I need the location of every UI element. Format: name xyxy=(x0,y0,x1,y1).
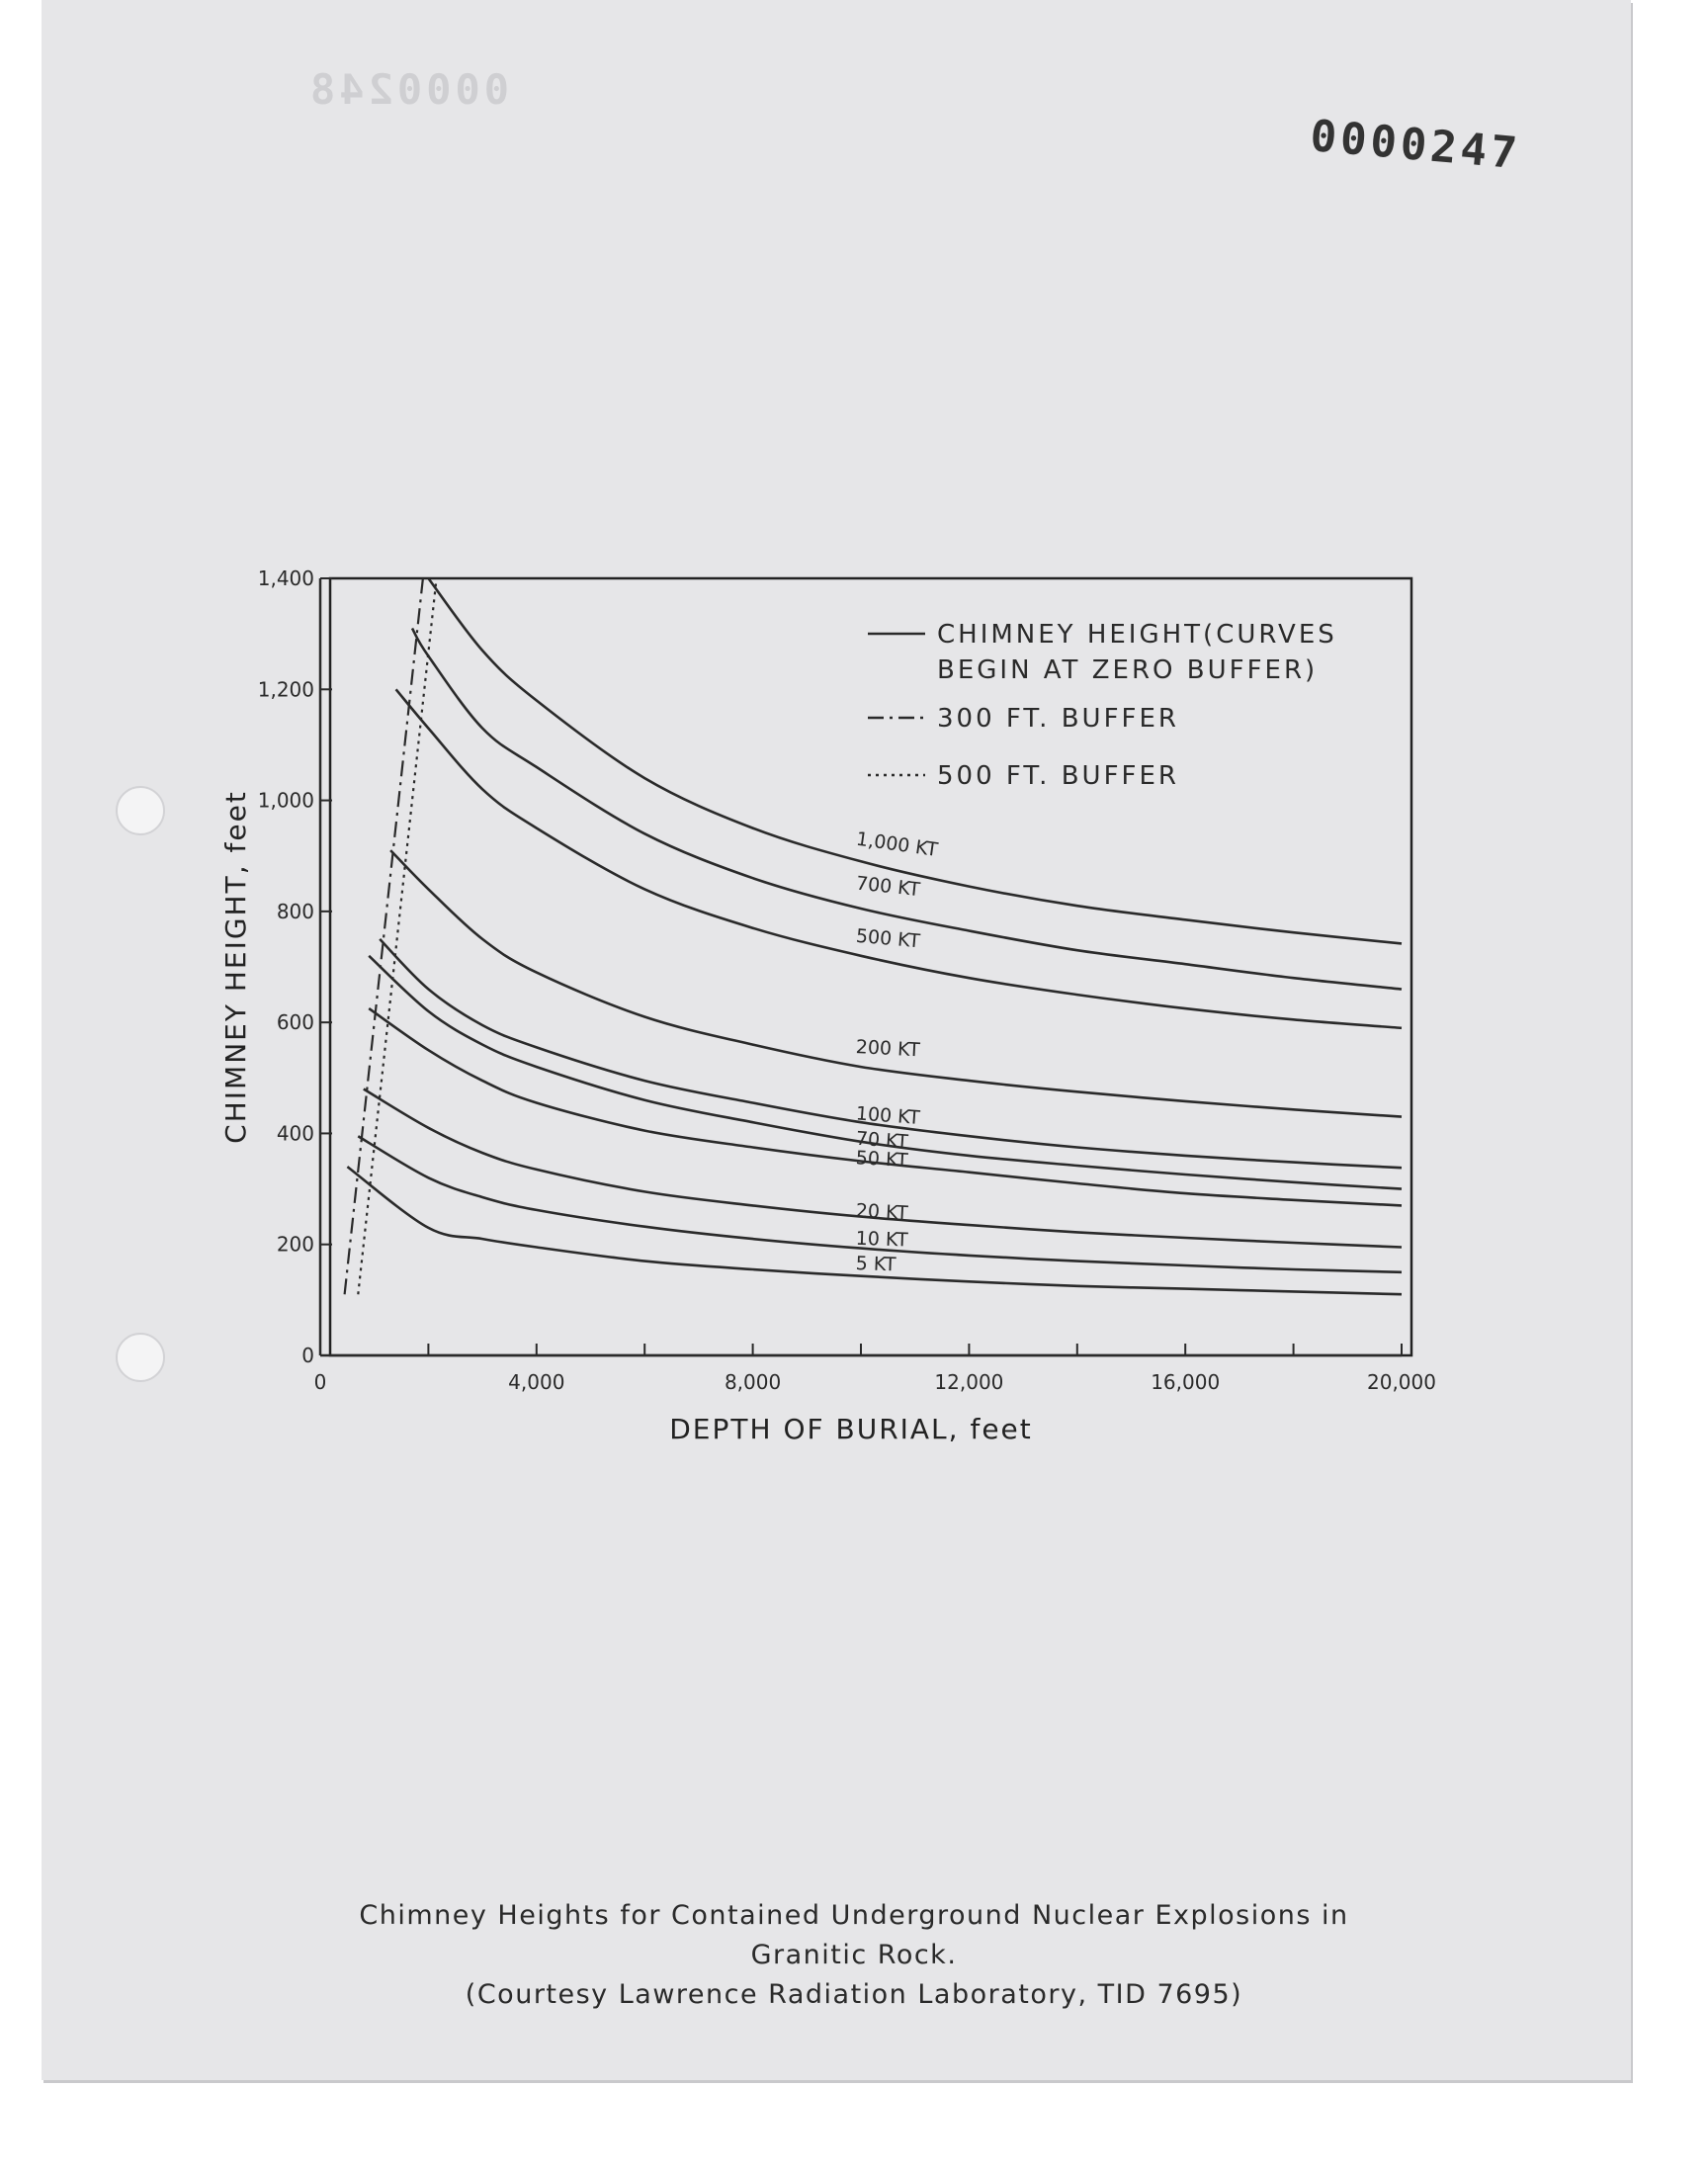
curve-label: 50 KT xyxy=(855,1147,909,1173)
x-axis-title: DEPTH OF BURIAL, feet xyxy=(669,1413,1033,1445)
caption-line-1: Chimney Heights for Contained Underground Nuclear Explosions in xyxy=(359,1900,1349,1931)
curve-label: 1,000 KT xyxy=(854,827,940,861)
x-tick-label: 4,000 xyxy=(508,1370,565,1394)
x-tick-label: 0 xyxy=(313,1370,327,1394)
curve-label: 20 KT xyxy=(855,1199,909,1225)
x-tick-label: 12,000 xyxy=(934,1370,1004,1394)
caption-line-2: Granitic Rock. xyxy=(750,1940,958,1970)
curve-label: 200 KT xyxy=(855,1036,921,1062)
series-300-ft-buffer xyxy=(345,578,423,1294)
curve-label: 100 KT xyxy=(855,1102,921,1129)
y-tick-label: 0 xyxy=(301,1344,314,1367)
legend-label: BEGIN AT ZERO BUFFER) xyxy=(937,655,1319,685)
legend-label: 500 FT. BUFFER xyxy=(937,761,1179,791)
curve-label: 70 KT xyxy=(855,1127,909,1154)
y-tick-label: 1,400 xyxy=(257,566,314,590)
curve-labels xyxy=(855,828,940,1276)
legend-label: 300 FT. BUFFER xyxy=(937,704,1179,734)
y-tick-label: 800 xyxy=(276,899,314,923)
y-tick-label: 1,000 xyxy=(257,788,314,813)
x-tick-label: 8,000 xyxy=(724,1370,782,1394)
curve-label: 500 KT xyxy=(855,924,921,953)
document-stamp-number: 0000247 xyxy=(1308,111,1523,180)
y-tick-label: 1,200 xyxy=(257,677,314,702)
y-tick-label: 600 xyxy=(276,1010,314,1035)
series-500-ft-buffer xyxy=(358,578,436,1294)
x-axis xyxy=(314,1344,1436,1394)
y-axis xyxy=(258,566,332,1367)
ghost-stamp-number: 0000248 xyxy=(306,65,510,114)
curve-label: 700 KT xyxy=(855,872,921,902)
curve-label: 10 KT xyxy=(855,1227,908,1252)
legend-label: CHIMNEY HEIGHT(CURVES xyxy=(937,620,1337,650)
y-tick-label: 400 xyxy=(276,1121,314,1146)
legend xyxy=(868,620,1337,791)
y-axis-title: CHIMNEY HEIGHT, feet xyxy=(219,790,252,1144)
x-tick-label: 16,000 xyxy=(1151,1370,1221,1394)
caption-line-3: (Courtesy Lawrence Radiation Laboratory, TID 7695) xyxy=(465,1979,1243,2010)
x-tick-label: 20,000 xyxy=(1367,1370,1436,1394)
curve-label: 5 KT xyxy=(855,1252,897,1276)
y-tick-label: 200 xyxy=(276,1232,314,1257)
